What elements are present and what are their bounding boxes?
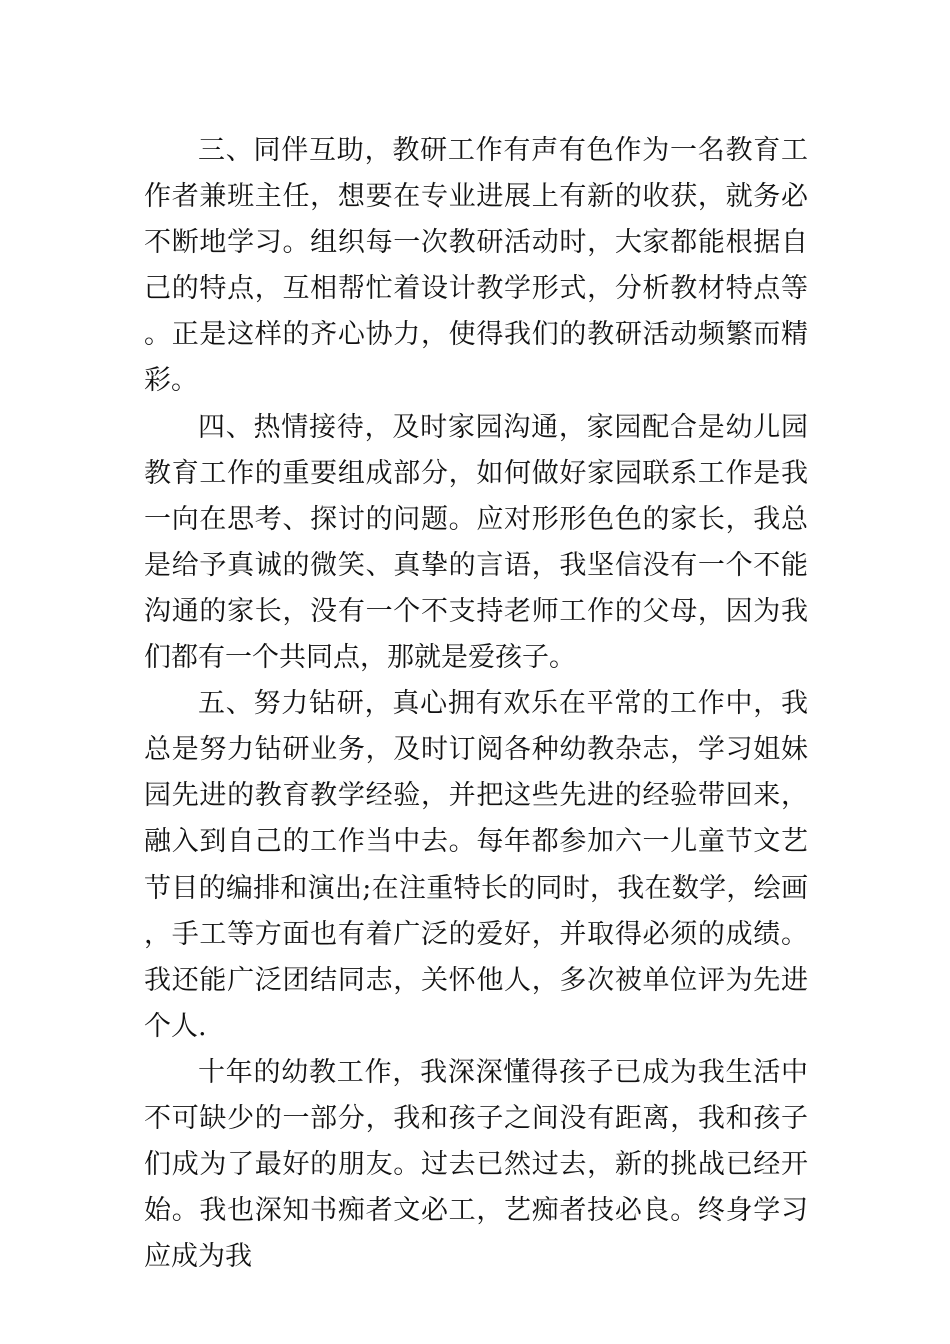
paragraph-peer-support: 三、同伴互助，教研工作有声有色作为一名教育工作者兼班主任，想要在专业进展上有新的收获，就务必不断地学习。组织每一次教研活动时，大家都能根据自己的特点，互相帮忙着设计教学形式，分析教材特点等。正是这样的齐心协力，使得我们的教研活动频繁而精彩。: [144, 135, 808, 397]
paragraph-ten-years: 十年的幼教工作，我深深懂得孩子已成为我生活中不可缺少的一部分，我和孩子之间没有距离，我和孩子们成为了最好的朋友。过去已然过去，新的挑战已经开始。我也深知书痴者文必工，艺痴者技必良。终身学习应成为我: [144, 1056, 808, 1273]
document-body: [144, 128, 808, 1280]
paragraph-diligent-study: 五、努力钻研，真心拥有欢乐在平常的工作中，我总是努力钻研业务，及时订阅各种幼教杂志，学习姐妹园先进的教育教学经验，并把这些先进的经验带回来，融入到自己的工作当中去。每年都参加六一儿童节文艺节目的编排和演出;在注重特长的同时，我在数学，绘画，手工等方面也有着广泛的爱好，并取得必须的成绩。我还能广泛团结同志，关怀他人，多次被单位评为先进个人.: [144, 688, 808, 1042]
paragraph-home-communication: 四、热情接待，及时家园沟通，家园配合是幼儿园教育工作的重要组成部分，如何做好家园联系工作是我一向在思考、探讨的问题。应对形形色色的家长，我总是给予真诚的微笑、真挚的言语，我坚信没有一个不能沟通的家长，没有一个不支持老师工作的父母，因为我们都有一个共同点，那就是爱孩子。: [144, 411, 808, 674]
